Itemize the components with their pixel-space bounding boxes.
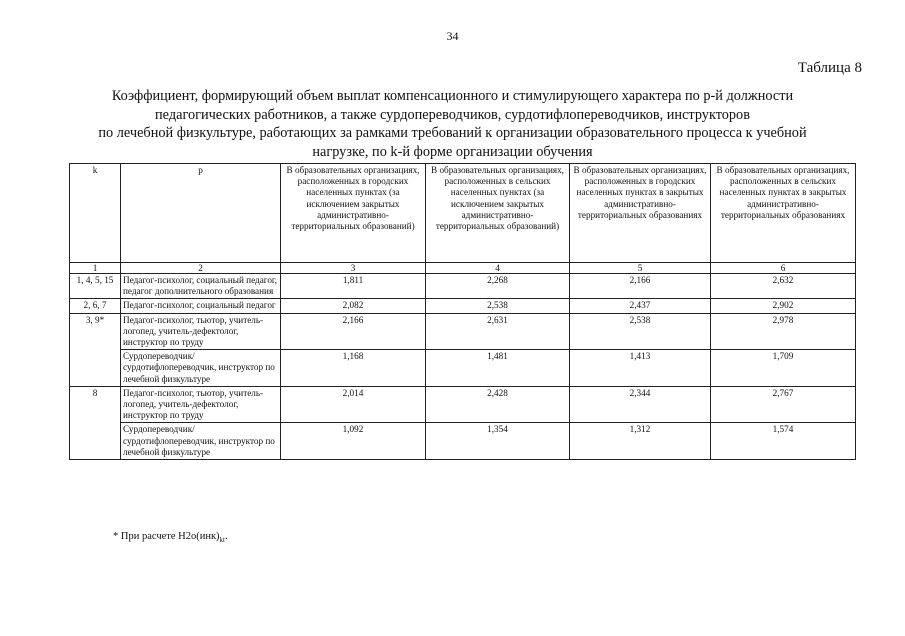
value-cell: 1,709: [711, 350, 856, 387]
value-cell: 2,428: [426, 386, 570, 423]
table-label: Таблица 8: [797, 60, 862, 76]
value-cell: 2,538: [570, 313, 711, 350]
position-cell: Педагог-психолог, социальный педагог: [121, 299, 281, 313]
value-cell: 2,538: [426, 299, 570, 313]
table-row: [70, 299, 856, 313]
header-urban-zato: В образовательных организациях, расположенных в городских населенных пунктах в закрытых административно-территориальных образованиях: [570, 164, 711, 263]
title-line: по лечебной физкультуре, работающих за рамками требований к организации образовательного процесса к учебной: [98, 125, 807, 141]
header-rural: В образовательных организациях, расположенных в сельских населенных пунктах (за исключением закрытых административно-территориальных образований): [426, 164, 570, 263]
column-number-row: [70, 263, 856, 274]
table-row: [70, 313, 856, 350]
column-number: 6: [711, 263, 856, 274]
header-urban: В образовательных организациях, расположенных в городских населенных пунктах (за исключением закрытых административно-территориальных образований): [281, 164, 426, 263]
header-k: k: [70, 164, 121, 263]
table-row: [70, 386, 856, 423]
value-cell: 1,092: [281, 423, 426, 460]
title-line: нагрузке, по k-й форме организации обучения: [312, 143, 593, 160]
header-row: [70, 164, 856, 263]
title-line: Коэффициент, формирующий объем выплат компенсационного и стимулирующего характера по p-й должности: [111, 88, 794, 104]
k-cell: 2, 6, 7: [70, 299, 121, 313]
table-title: [60, 87, 845, 161]
table-row: [70, 274, 856, 299]
table-row: [70, 423, 856, 460]
value-cell: 1,413: [570, 350, 711, 387]
position-cell: Сурдопереводчик/ сурдотифлопереводчик, инструктор по лечебной физкультуре: [121, 423, 281, 460]
position-cell: Педагог-психолог, тьютор, учитель-логопед, учитель-дефектолог, инструктор по труду: [121, 386, 281, 423]
position-cell: Сурдопереводчик/ сурдотифлопереводчик, инструктор по лечебной физкультуре: [121, 350, 281, 387]
table-row: [70, 350, 856, 387]
value-cell: 2,902: [711, 299, 856, 313]
value-cell: 2,437: [570, 299, 711, 313]
footnote-subscript: kt: [219, 536, 225, 545]
value-cell: 1,354: [426, 423, 570, 460]
value-cell: 1,574: [711, 423, 856, 460]
title-line: педагогических работников, а также сурдопереводчиков, сурдотифлопереводчиков, инструкторов: [155, 106, 750, 123]
value-cell: 2,082: [281, 299, 426, 313]
value-cell: 2,344: [570, 386, 711, 423]
value-cell: 1,312: [570, 423, 711, 460]
value-cell: 2,767: [711, 386, 856, 423]
value-cell: 1,811: [281, 274, 426, 299]
value-cell: 2,014: [281, 386, 426, 423]
value-cell: 2,166: [570, 274, 711, 299]
column-number: 5: [570, 263, 711, 274]
coefficient-table: [69, 163, 856, 460]
value-cell: 1,168: [281, 350, 426, 387]
column-number: 4: [426, 263, 570, 274]
footnote: [113, 531, 228, 544]
value-cell: 1,481: [426, 350, 570, 387]
value-cell: 2,268: [426, 274, 570, 299]
k-cell: 8: [70, 386, 121, 459]
column-number: 2: [121, 263, 281, 274]
column-number: 3: [281, 263, 426, 274]
position-cell: Педагог-психолог, социальный педагог, педагог дополнительного образования: [121, 274, 281, 299]
footnote-end: .: [225, 531, 228, 542]
value-cell: 2,631: [426, 313, 570, 350]
position-cell: Педагог-психолог, тьютор, учитель-логопед, учитель-дефектолог, инструктор по труду: [121, 313, 281, 350]
k-cell: 1, 4, 5, 15: [70, 274, 121, 299]
header-rural-zato: В образовательных организациях, расположенных в сельских населенных пунктах в закрытых административно-территориальных образованиях: [711, 164, 856, 263]
header-p: p: [121, 164, 281, 263]
k-cell: 3, 9*: [70, 313, 121, 386]
footnote-text: * При расчете Н2о(инк): [113, 531, 220, 542]
page-number: 34: [446, 29, 459, 43]
column-number: 1: [70, 263, 121, 274]
value-cell: 2,632: [711, 274, 856, 299]
value-cell: 2,978: [711, 313, 856, 350]
value-cell: 2,166: [281, 313, 426, 350]
